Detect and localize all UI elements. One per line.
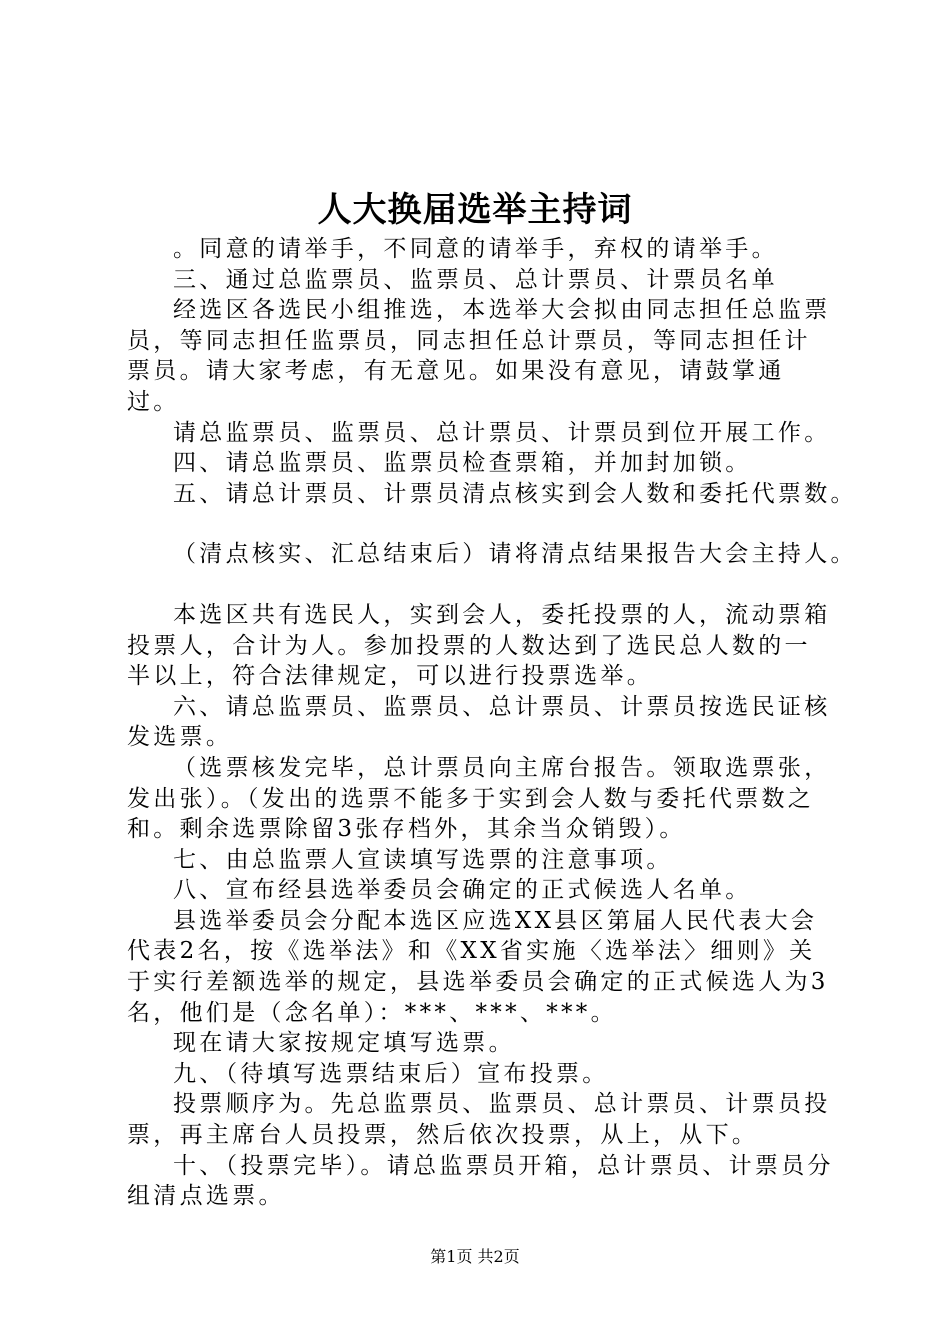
paragraph-fill-ballot: 现在请大家按规定填写选票。 [173, 1030, 515, 1057]
paragraph-vote-instruction: 。同意的请举手，不同意的请举手，弃权的请举手。 [173, 236, 778, 262]
paragraph-voter-count: 本选区共有选民人，实到会人，委托投票的人，流动票箱投票人，合计为人。参加投票的人数达到了选民总人数的一半以上，符合法律规定，可以进行投票选举。 [127, 601, 831, 690]
paragraph-voting-order: 投票顺序为。先总监票员、监票员、总计票员、计票员投票，再主席台人员投票，然后依次投票，从上，从下。 [127, 1091, 831, 1149]
paragraph-section-8: 八、宣布经县选举委员会确定的正式候选人名单。 [173, 877, 752, 904]
paragraph-section-6: 六、请总监票员、监票员、总计票员、计票员按选民证核发选票。 [127, 693, 831, 751]
paragraph-count-report: （清点核实、汇总结束后）请将清点结果报告大会主持人。 [173, 541, 857, 568]
paragraph-section-5: 五、请总计票员、计票员清点核实到会人数和委托代票数。 [173, 480, 857, 507]
page-number-footer: 第1页 共2页 [430, 1247, 520, 1266]
paragraph-section-3-heading: 三、通过总监票员、监票员、总计票员、计票员名单 [173, 266, 778, 293]
spacer [127, 570, 837, 600]
paragraph-section-7: 七、由总监票人宣读填写选票的注意事项。 [173, 846, 673, 873]
spacer [127, 509, 837, 539]
paragraph-section-4: 四、请总监票员、监票员检查票箱，并加封加锁。 [173, 450, 752, 477]
paragraph-candidates: 县选举委员会分配本选区应选XX县区第届人民代表大会代表2名，按《选举法》和《XX省实施〈选举法〉细则》关于实行差额选举的规定，县选举委员会确定的正式候选人为3名，他们是（念名单）：***、***、***。 [127, 907, 829, 1026]
paragraph-section-9: 九、（待填写选票结束后）宣布投票。 [173, 1060, 609, 1087]
paragraph-section-10: 十、（投票完毕）。请总监票员开箱，总计票员、计票员分组清点选票。 [127, 1152, 834, 1210]
paragraph-ballot-issue-note: （选票核发完毕，总计票员向主席台报告。领取选票张，发出张）。（发出的选票不能多于实到会人数与委托代票数之和。剩余选票除留3张存档外，其余当众销毁）。 [127, 754, 831, 843]
document-body [127, 234, 857, 1212]
document-title: 人大换届选举主持词 [317, 190, 633, 230]
paragraph-nomination: 经选区各选民小组推选，本选举大会拟由同志担任总监票员，等同志担任监票员，同志担任总计票员，等同志担任计票员。请大家考虑，有无意见。如果没有意见，请鼓掌通过。 [127, 297, 831, 415]
paragraph-staff-to-position: 请总监票员、监票员、总计票员、计票员到位开展工作。 [173, 419, 831, 446]
